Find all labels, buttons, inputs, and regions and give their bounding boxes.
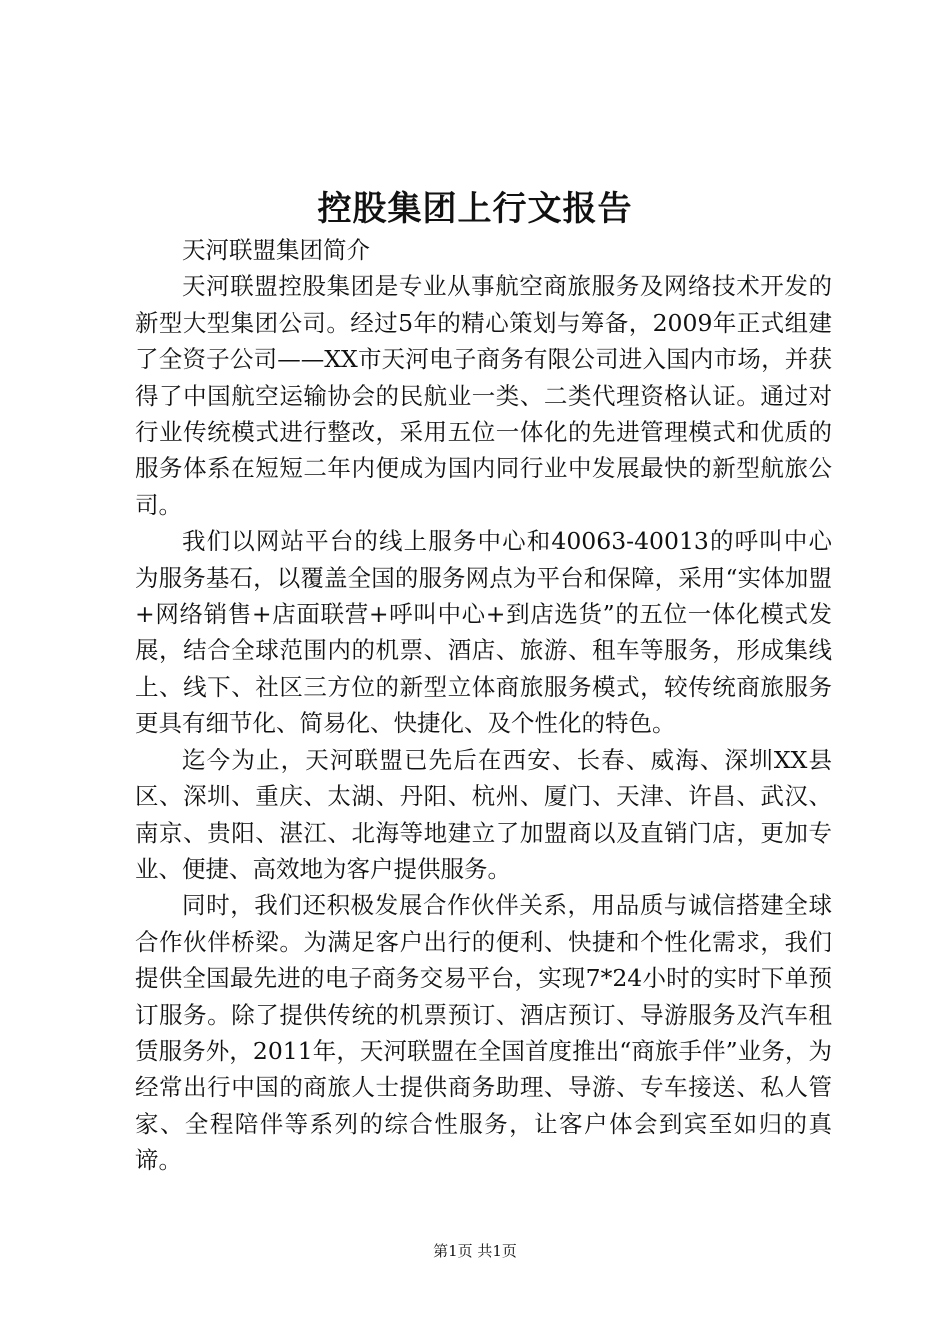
paragraph-1: 天河联盟控股集团是专业从事航空商旅服务及网络技术开发的新型大型集团公司。经过5年的精心策划与筹备，2009年正式组建了全资子公司——XX市天河电子商务有限公司进入国内市场，并获得了中国航空运输协会的民航业一类、二类代理资格认证。通过对行业传统模式进行整改，采用五位一体化的先进管理模式和优质的服务体系在短短二年内便成为国内同行业中发展最快的新型航旅公司。 — [135, 272, 832, 519]
document-title: 控股集团上行文报告 — [317, 189, 633, 229]
paragraph-4: 同时，我们还积极发展合作伙伴关系，用品质与诚信搭建全球合作伙伴桥梁。为满足客户出行的便利、快捷和个性化需求，我们提供全国最先进的电子商务交易平台，实现7*24小时的实时下单预订服务。除了提供传统的机票预订、酒店预订、导游服务及汽车租赁服务外，2011年，天河联盟在全国首度推出“商旅手伴”业务，为经常出行中国的商旅人士提供商务助理、导游、专车接送、私人管家、全程陪伴等系列的综合性服务，让客户体会到宾至如归的真谛。 — [135, 891, 832, 1175]
document-body — [135, 232, 832, 1179]
paragraph-2: 我们以网站平台的线上服务中心和40063-40013的呼叫中心为服务基石，以覆盖全国的服务网点为平台和保障，采用“实体加盟+网络销售+店面联营+呼叫中心+到店选货”的五位一体化模式发展，结合全球范围内的机票、酒店、旅游、租车等服务，形成集线上、线下、社区三方位的新型立体商旅服务模式，较传统商旅服务更具有细节化、简易化、快捷化、及个性化的特色。 — [135, 527, 832, 738]
document-subtitle: 天河联盟集团简介 — [182, 236, 370, 264]
paragraph-3: 迄今为止，天河联盟已先后在西安、长春、威海、深圳XX县区、深圳、重庆、太湖、丹阳、杭州、厦门、天津、许昌、武汉、南京、贵阳、湛江、北海等地建立了加盟商以及直销门店，更加专业、便捷、高效地为客户提供服务。 — [135, 745, 832, 883]
page-footer: 第1页 共1页 — [433, 1242, 517, 1260]
